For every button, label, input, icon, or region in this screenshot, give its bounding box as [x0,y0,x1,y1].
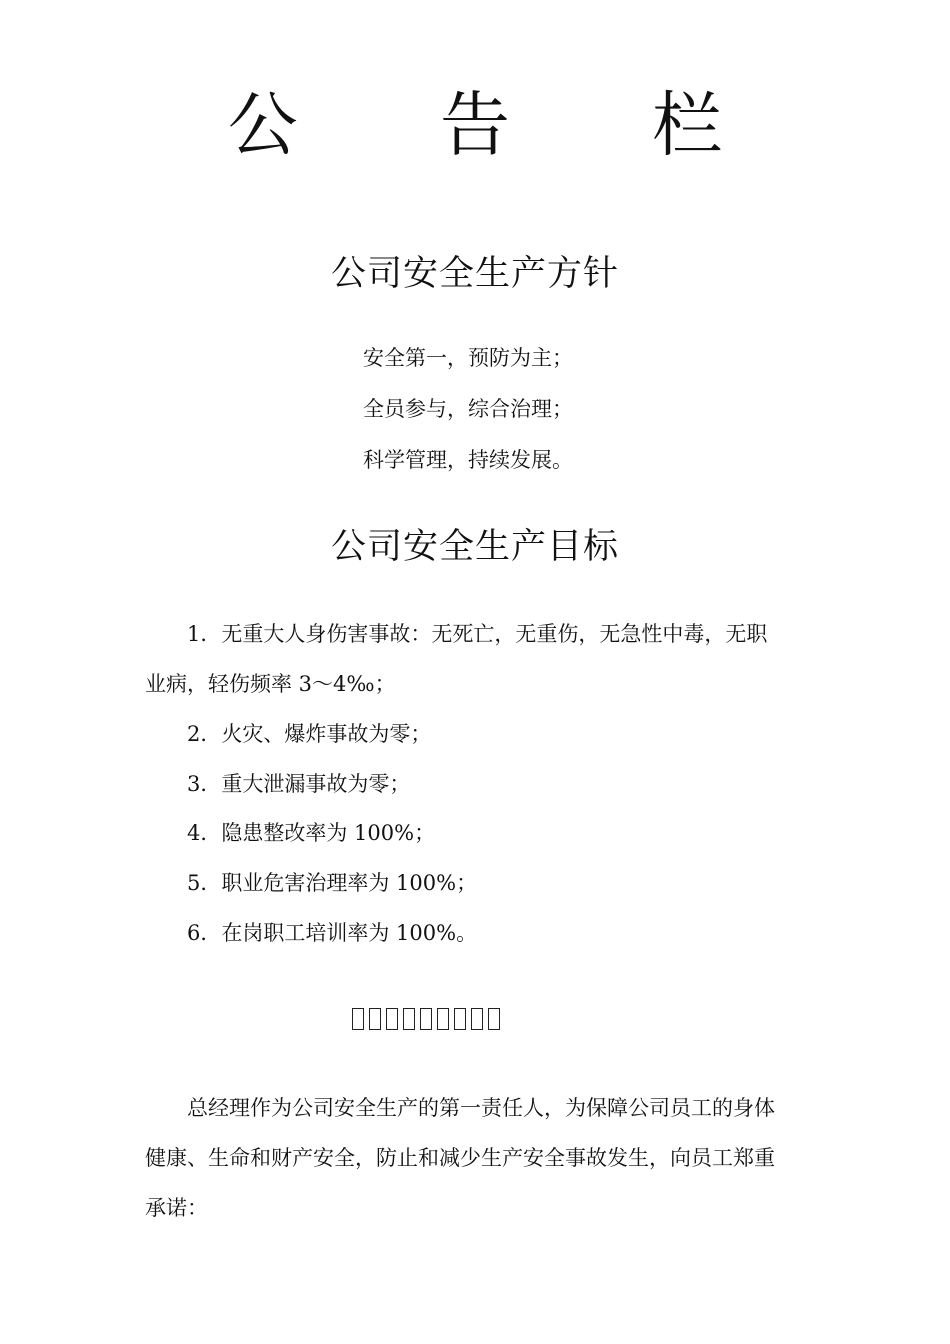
commitment-paragraph-line: 总经理作为公司安全生产的第一责任人，为保障公司员工的身体 [187,1096,775,1120]
policy-line: 科学管理，持续发展。 [363,448,573,472]
goal-item-6: 6．在岗职工培训率为 100%。 [187,921,478,945]
commitment-paragraph-line: 健康、生命和财产安全，防止和减少生产安全事故发生，向员工郑重 [145,1146,775,1170]
missing-glyph-box [369,1008,381,1030]
commitment-paragraph-line: 承诺： [145,1196,208,1220]
page-title: 公 告 栏 [227,84,783,166]
missing-glyph-box [471,1008,483,1030]
missing-glyph-box [420,1008,432,1030]
missing-glyph-box [437,1008,449,1030]
goal-item-1-continued: 业病，轻伤频率 3～4‰； [145,672,396,696]
missing-glyph-box [454,1008,466,1030]
commitment-heading-missing-glyphs [352,1008,500,1030]
policy-heading: 公司安全生产方针 [330,254,619,294]
policy-line: 全员参与，综合治理； [363,397,573,421]
goal-item-5: 5．职业危害治理率为 100%； [187,871,478,895]
goal-item-2: 2．火灾、爆炸事故为零； [187,722,432,746]
missing-glyph-box [352,1008,364,1030]
missing-glyph-box [488,1008,500,1030]
missing-glyph-box [386,1008,398,1030]
policy-line: 安全第一，预防为主； [363,346,573,370]
goals-heading: 公司安全生产目标 [330,527,619,567]
goal-item-1: 1．无重大人身伤害事故：无死亡，无重伤，无急性中毒，无职 [187,622,768,646]
goal-item-3: 3．重大泄漏事故为零； [187,772,411,796]
goal-item-4: 4．隐患整改率为 100%； [187,821,436,845]
missing-glyph-box [403,1008,415,1030]
